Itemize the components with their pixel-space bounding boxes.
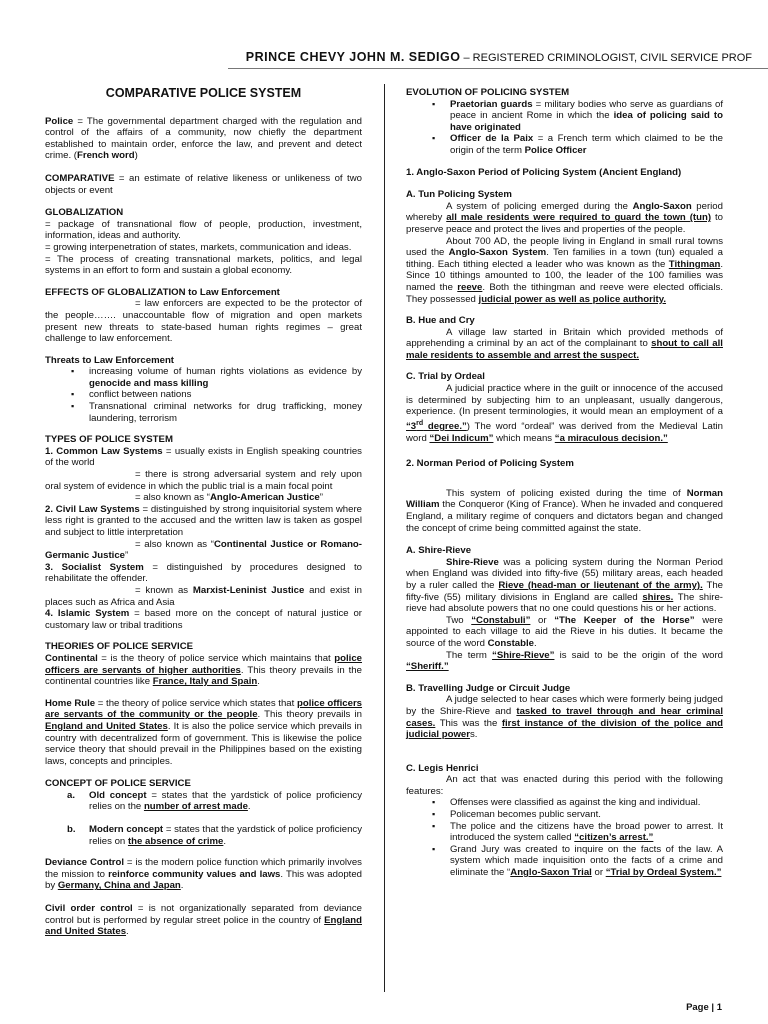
list-item: ▪ conflict between nations xyxy=(89,389,362,401)
section-heading: EVOLUTION OF POLICING SYSTEM xyxy=(406,87,570,98)
home-rule-definition: Home Rule = the theory of police service which states that police officers are servants of the community or the people. This theory prevails in England and United States. It is also the police service which prevails in country with decentralized form of government. This is likewise the police service theory that should prevail in the Philippines based on the existing laws, concepts and principles. xyxy=(45,697,363,767)
section-heading: TYPES OF POLICE SYSTEM xyxy=(45,434,173,446)
list-item: ▪ Praetorian guards = military bodies who serve as guardians of peace in ancient Rome in which the idea of policing said to have originated xyxy=(450,99,723,134)
deviance-control-definition: Deviance Control = is the modern police function which primarily involves the mission to reinforce community values and laws. This was adopted by Germany, China and Japan. xyxy=(45,857,362,892)
document-title: COMPARATIVE POLICE SYSTEM xyxy=(105,86,302,100)
section-heading: Threats to Law Enforcement xyxy=(45,354,175,366)
shire-rieve-section: A. Shire-Rieve Shire-Rieve was a policing system during the Norman Period when England was divided into fifty-five (55) military areas, each headed by a ruler called the Rieve (head-man or lieutenant of the army). The fifty-five (55) military divisions in England are called shires. The shire-rieve had absolute powers that no one could questions his or her actions. Two “Constabuli” or “The Keeper of the Horse” were appointed to each village to aid the Rieve in his duties. It became the source of the word Constable. The term “Shire-Rieve” is said to be the origin of the word “Sheriff.” xyxy=(406,545,724,673)
list-item: ▪ Transnational criminal networks for drug trafficking, money laundering, terrorism xyxy=(89,401,362,424)
section-heading: GLOBALIZATION xyxy=(45,207,124,219)
page-number: Page | 1 xyxy=(686,1002,722,1013)
tun-policing-section: A. Tun Policing System A system of policing emerged during the Anglo-Saxon period whereby all male residents were required to guard the town (tun) to preserve peace and protect the lives and properties of the people. About 700 AD, the people living in England in small rural towns used the Anglo-Saxon System. Ten families in a town (tun) equaled a tithing. Each tithing elected a leader who was known as the Tithingman. Since 10 tithings amounted to 100, the leader of the 100 families was named the reeve. Both the tithingman and reeve were elected officials. They possessed judicial power as well as police authority. xyxy=(406,189,723,305)
trial-by-ordeal-section: C. Trial by Ordeal A judicial practice where in the guilt or innocence of the accused is determined by subjecting him to an unpleasant, usually dangerous, experience. (In present terminologies, it would mean an employment of a “3rd degree.”) The word “ordeal” was derived from the Medieval Latin word “Dei Indicum” which means “a miraculous decision.” xyxy=(406,371,723,444)
right-column xyxy=(406,87,723,889)
list-item: ▪ Grand Jury was created to inquire on the facts of the law. A system which made inquisition onto the facts of a crime and eliminate the “Anglo-Saxon Trial or “Trial by Ordeal System.” xyxy=(450,844,723,879)
comparative-definition: COMPARATIVE = an estimate of relative likeness or unlikeness of two objects or event xyxy=(45,172,362,196)
effects-section: EFFECTS OF GLOBALIZATION to Law Enforcement = law enforcers are expected to be the protector of the people……. unaccountable flow of migration and open markets present new threats to state-based human rights regimes – great challenge to law enforcement. xyxy=(45,286,362,345)
norman-period-text: This system of policing existed during the time of Norman William the Conqueror (King of France). When he invaded and conquered England, a military regime of conquers and dictators began and changed the concept of crime being committed against the state. xyxy=(406,487,723,534)
police-definition: Police = The governmental department charged with the regulation and control of the affairs of a community, now chiefly the department established to maintain order, enforce the law, and prevent and detect crime. (French word) xyxy=(45,115,362,162)
column-divider xyxy=(384,84,385,992)
section-heading: EFFECTS OF GLOBALIZATION to Law Enforcement xyxy=(45,286,280,298)
list-item: ▪ The police and the citizens have the broad power to arrest. It introduced the system called “citizen’s arrest.” xyxy=(450,821,723,844)
norman-period-heading: 2. Norman Period of Policing System xyxy=(406,458,574,470)
list-item: ▪ Offenses were classified as against the king and individual. xyxy=(450,797,723,809)
hue-and-cry-section: B. Hue and Cry A village law started in Britain which provided methods of apprehending a criminal by an act of the complainant to shout to call all male residents to assemble and arrest the suspect. xyxy=(406,315,723,361)
types-section: TYPES OF POLICE SYSTEM 1. Common Law Systems = usually exists in English speaking countries of the world = there is strong adversarial system and rely upon oral system of evidence in which the public trial is a main focal point = also known as “Anglo-American Justice” 2. Civil Law Systems = distinguished by strong inquisitorial system where less right is granted to the accused and the written law is taken as gospel and subject to little interpretation = also known as “Continental Justice or Romano-Germanic Justice” 3. Socialist System = distinguished by procedures designed to rehabilitate the offender. = known as Marxist-Leninist Justice and exist in places such as Africa and Asia 4. Islamic System = based more on the concept of natural justice or customary law or tribal traditions xyxy=(45,434,363,631)
concept-section: CONCEPT OF POLICE SERVICE a. Old concept = states that the yardstick of police proficiency relies on the number of arrest made. b. Modern concept = states that the yardstick of police proficiency relies on the absence of crime. xyxy=(45,778,363,847)
legis-henrici-section: C. Legis Henrici An act that was enacted during this period with the following features: ▪ Offenses were classified as against the king and individual. ▪ Policeman becomes public servant. ▪ The police and the citizens have the broad power to arrest. It introduced the system called “citizen’s arrest.” ▪ Grand Jury was created to inquire on the facts of the law. A system which made inquisition onto the facts of a crime and eliminate the “Anglo-Saxon Trial or “Trial by Ordeal System.” xyxy=(406,763,723,879)
list-item: ▪ Officer de la Paix = a French term which claimed to be the origin of the term Police Officer xyxy=(450,133,723,156)
running-header xyxy=(0,50,768,64)
left-column xyxy=(45,88,362,949)
evolution-list xyxy=(406,99,723,157)
globalization-section: GLOBALIZATION = package of transnational flow of people, production, investment, information, ideas and authority. = growing interpenetration of states, markets, communication and ideas. = The process of creating transnational markets, politics, and legal systems in an effort to form and sustain a global economy. xyxy=(45,207,362,277)
header-rule xyxy=(228,68,768,69)
list-item: ▪ increasing volume of human rights violations as evidence by genocide and mass killing xyxy=(89,366,362,389)
anglo-saxon-heading: 1. Anglo-Saxon Period of Policing System (Ancient England) xyxy=(406,166,682,178)
threats-section xyxy=(45,355,362,425)
section-heading: THEORIES OF POLICE SERVICE xyxy=(45,641,194,653)
section-heading: CONCEPT OF POLICE SERVICE xyxy=(45,778,191,790)
travelling-judge-section: B. Travelling Judge or Circuit Judge A judge selected to hear cases which were formerly being judged by the Shire-Rieve and tasked to travel through and hear criminal cases. This was the first instance of the division of the police and judicial powers. xyxy=(406,682,724,741)
list-item: ▪ Policeman becomes public servant. xyxy=(450,809,723,821)
civil-order-definition: Civil order control = is not organizationally separated from deviance control but is performed by regular street police in the country of England and United States. xyxy=(45,903,362,938)
author-name: PRINCE CHEVY JOHN M. SEDIGO xyxy=(245,50,461,64)
author-title: – REGISTERED CRIMINOLOGIST, CIVIL SERVICE PROF xyxy=(460,52,752,64)
theories-section: THEORIES OF POLICE SERVICE Continental = is the theory of police service which maintains that police officers are servants of higher authorities. This theory prevails in the continental countries like France, Italy and Spain. xyxy=(45,641,362,688)
